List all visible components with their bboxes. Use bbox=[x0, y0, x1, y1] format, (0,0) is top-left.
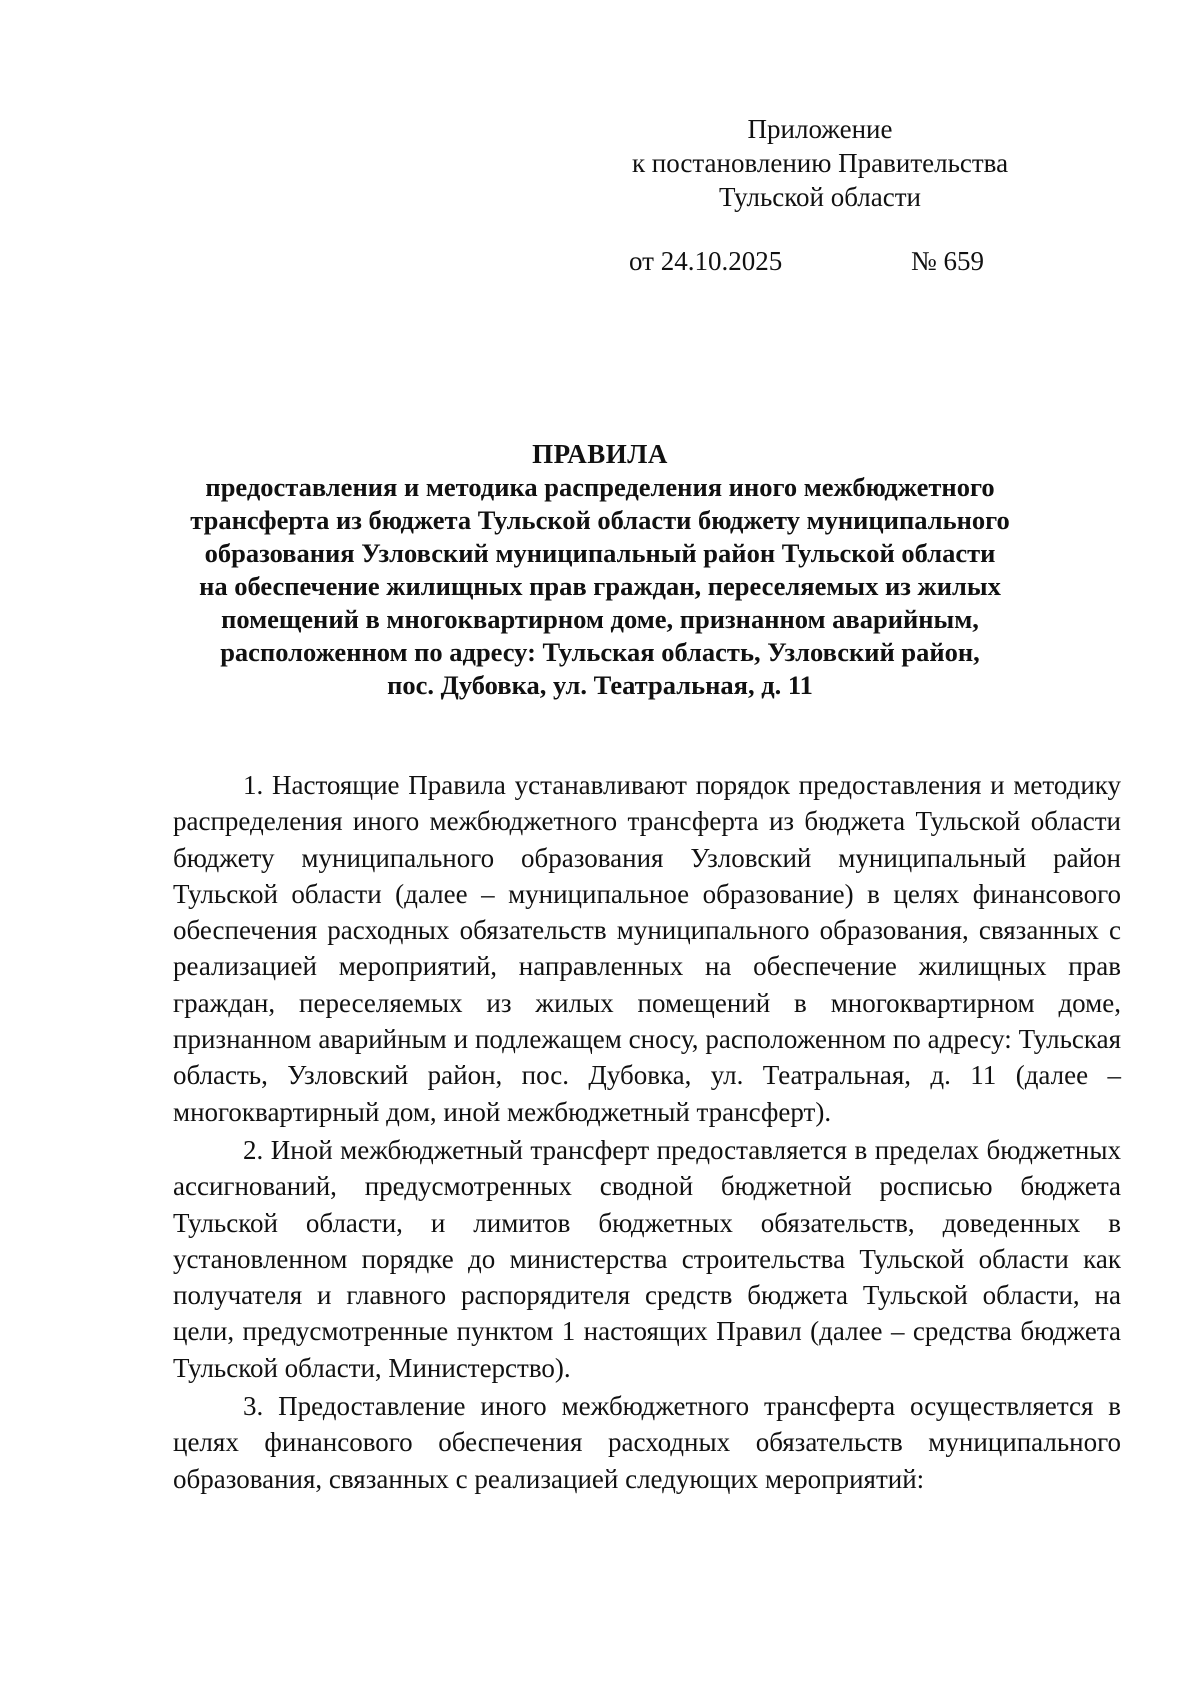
decree-date: от 24.10.2025 bbox=[629, 246, 783, 276]
paragraph-2: 2. Иной межбюджетный трансферт предоставляется в пределах бюджетных ассигнований, предусмотренных сводной бюджетной росписью бюджета Тульской области, и лимитов бюджетных обязательств, доведенных в установленном порядке до министерства строительства Тульской области как получателя и главного распорядителя средств бюджета Тульской области, на цели, предусмотренные пунктом 1 настоящих Правил (далее – средства бюджета Тульской области, Министерство). bbox=[173, 1134, 1121, 1383]
document-body bbox=[173, 767, 1121, 1499]
title-line: расположенном по адресу: Тульская область, Узловский район, bbox=[220, 637, 980, 667]
paragraph-1: 1. Настоящие Правила устанавливают порядок предоставления и методику распределения иного межбюджетного трансферта из бюджета Тульской области бюджету муниципального образования Узловский муниципальный район Тульской области (далее – муниципальное образование) в целях финансового обеспечения расходных обязательств муниципального образования, связанных с реализацией мероприятий, направленных на обеспечение жилищных прав граждан, переселяемых из жилых помещений в многоквартирном доме, признанном аварийным и подлежащем сносу, расположенном по адресу: Тульская область, Узловский район, пос. Дубовка, ул. Театральная, д. 11 (далее – многоквартирный дом, иной межбюджетный трансферт). bbox=[173, 770, 1121, 1127]
decree-number: № 659 bbox=[911, 246, 985, 276]
appendix-block bbox=[600, 112, 1040, 214]
title-line: трансферта из бюджета Тульской области бюджету муниципального bbox=[190, 505, 1010, 535]
document-title bbox=[150, 438, 1050, 702]
title-line: помещений в многоквартирном доме, признанном аварийным, bbox=[221, 604, 979, 634]
title-line: на обеспечение жилищных прав граждан, переселяемых из жилых bbox=[199, 571, 1001, 601]
decree-date-number bbox=[629, 244, 1049, 278]
title-line: образования Узловский муниципальный район Тульской области bbox=[204, 538, 996, 568]
appendix-line-2: к постановлению Правительства bbox=[631, 148, 1009, 178]
appendix-line-3: Тульской области bbox=[719, 182, 921, 212]
appendix-line-1: Приложение bbox=[747, 114, 893, 144]
paragraph-3: 3. Предоставление иного межбюджетного трансферта осуществляется в целях финансового обеспечения расходных обязательств муниципального образования, связанных с реализацией следующих мероприятий: bbox=[173, 1391, 1121, 1494]
title-line: пос. Дубовка, ул. Театральная, д. 11 bbox=[387, 670, 813, 700]
title-line: предоставления и методика распределения иного межбюджетного bbox=[205, 472, 995, 502]
title-heading: ПРАВИЛА bbox=[532, 439, 668, 469]
